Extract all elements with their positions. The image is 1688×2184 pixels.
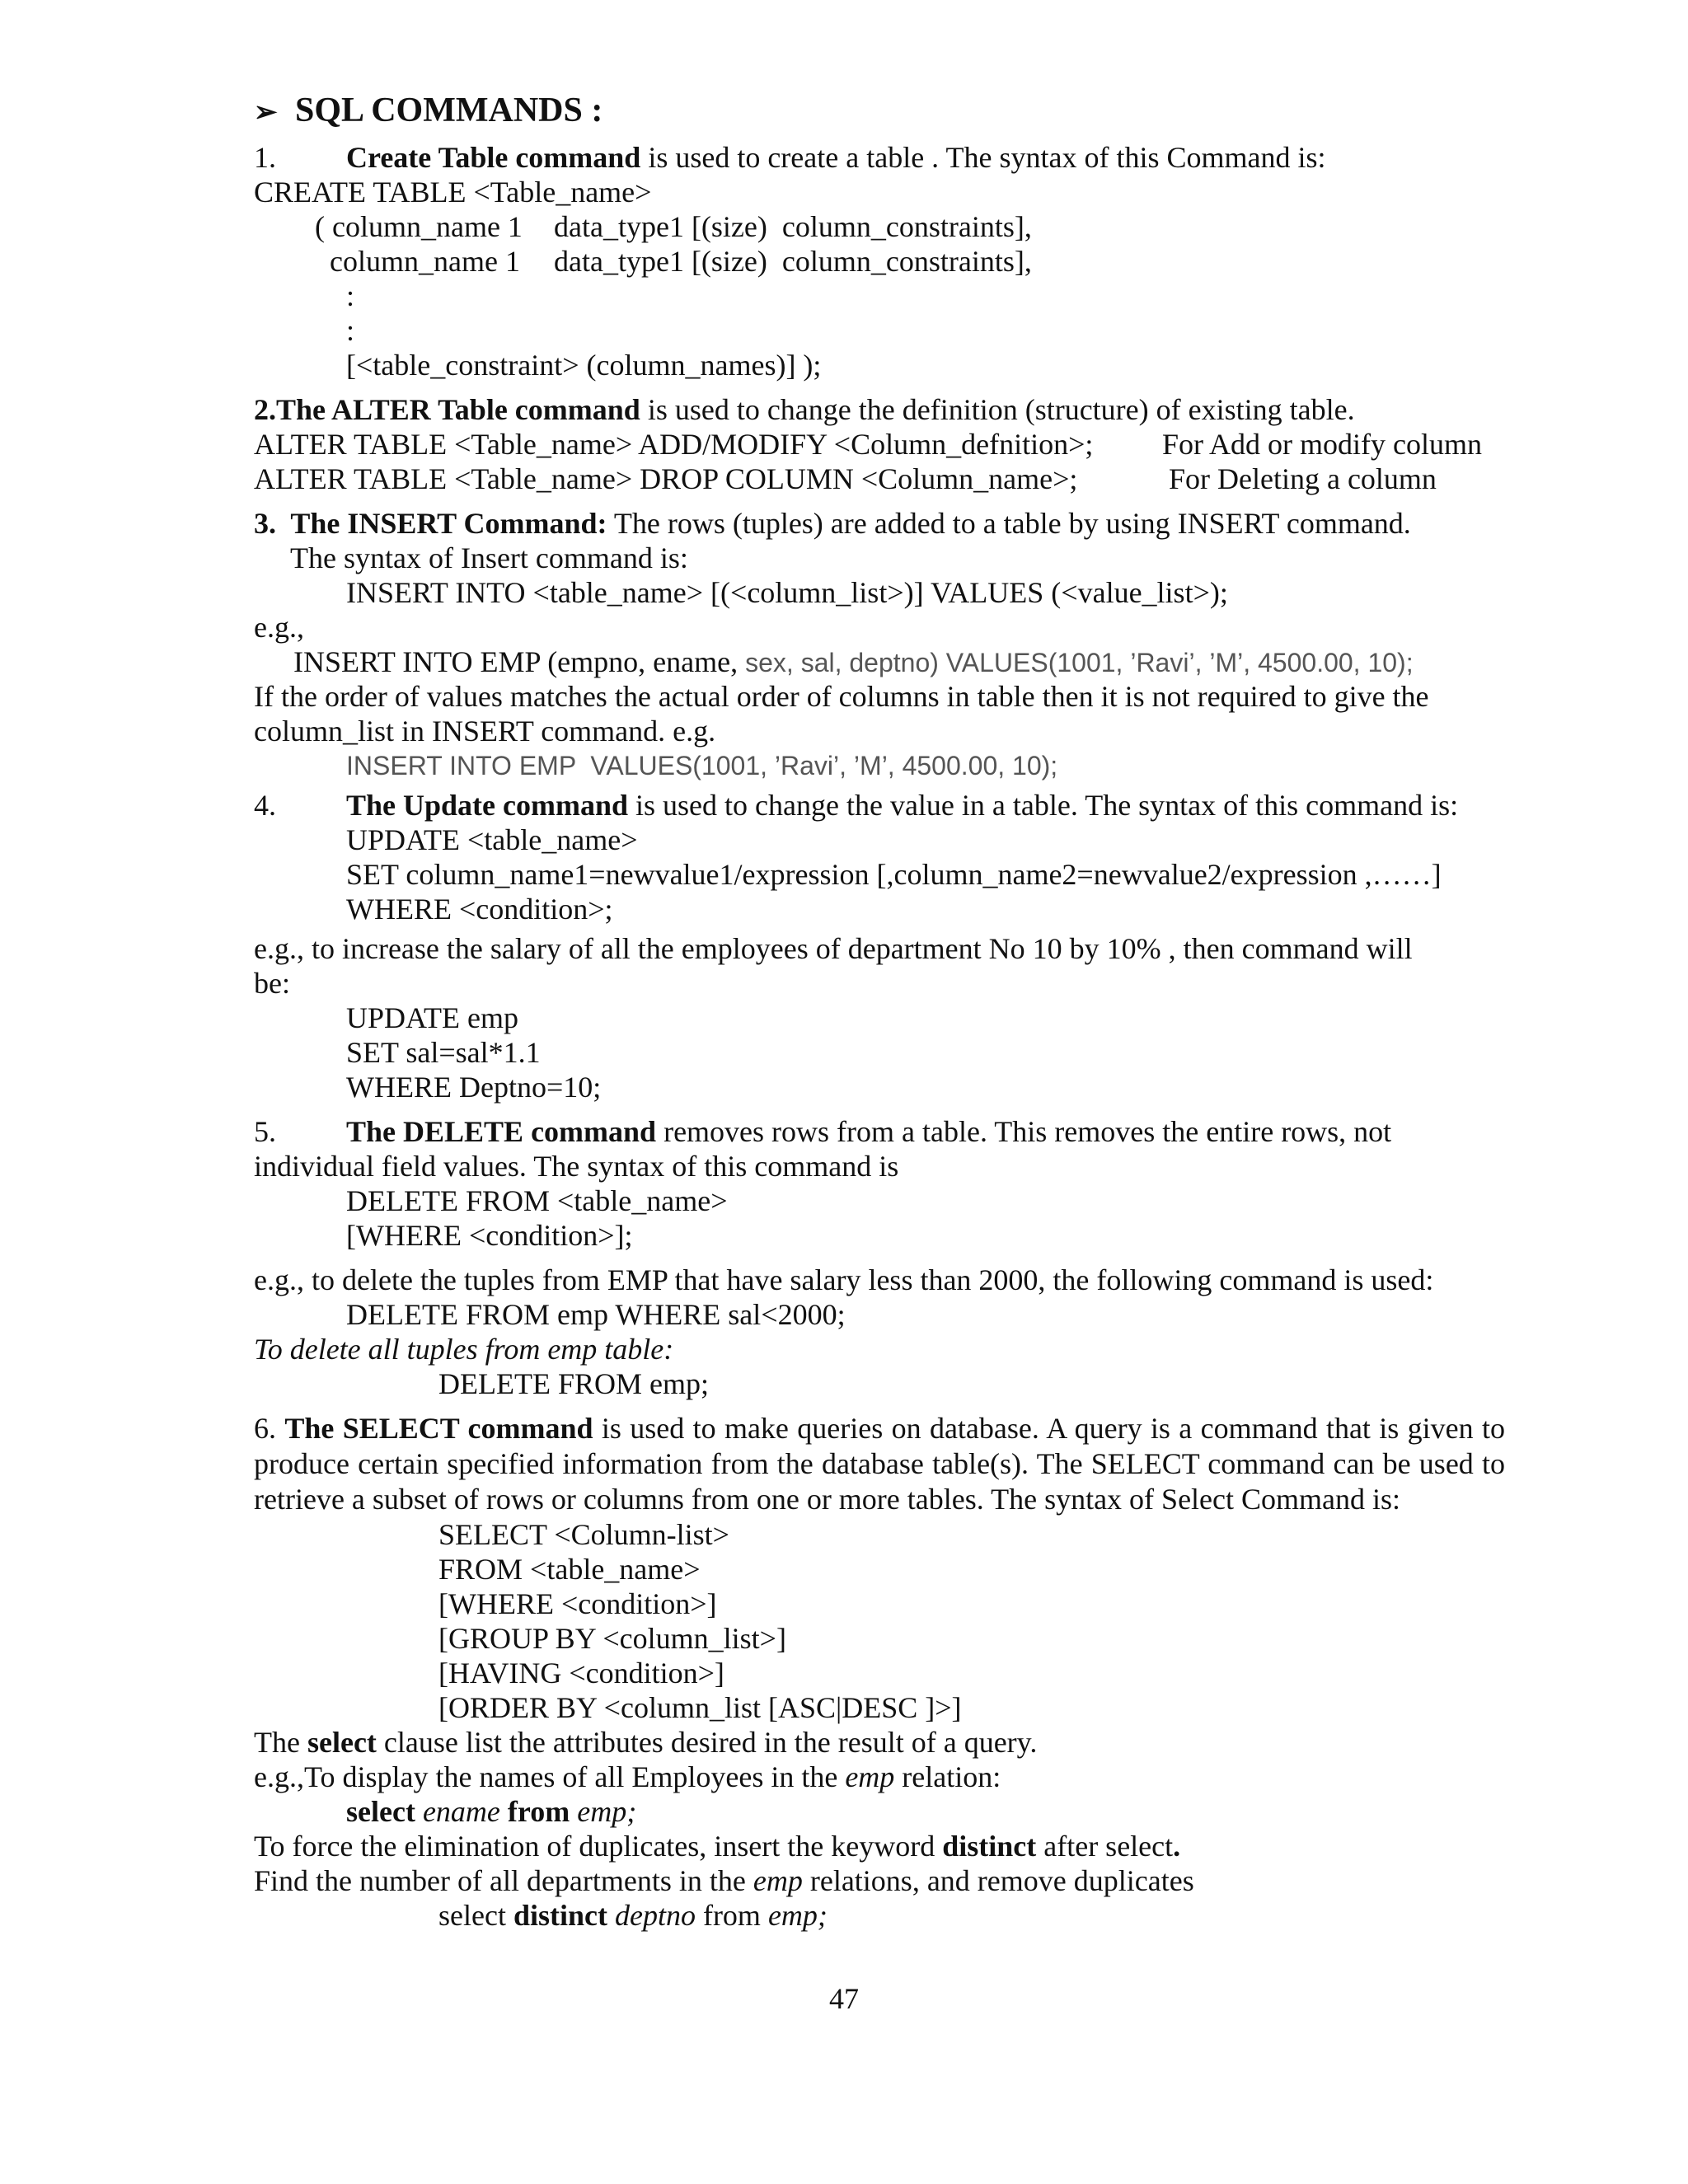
select-syntax-line: SELECT <Column-list>: [438, 1518, 729, 1551]
section-5-intro: 5. The DELETE command removes rows from a table. This removes the entire rows, not: [254, 1115, 1392, 1148]
alter-add-note: For Add or modify column: [1162, 428, 1482, 461]
create-table-syntax-line: [<table_constraint> (column_names)] );: [346, 349, 822, 382]
create-table-syntax-line: CREATE TABLE <Table_name>: [254, 176, 652, 209]
update-example-line: SET sal=sal*1.1: [346, 1036, 541, 1069]
section-4-intro: 4. The Update command is used to change the value in a table. The syntax of this command is:: [254, 789, 1459, 822]
insert-syntax-label: The syntax of Insert command is:: [290, 541, 688, 574]
delete-all-label: To delete all tuples from emp table:: [254, 1333, 674, 1366]
create-table-syntax-line: :: [346, 314, 355, 347]
update-syntax-line: WHERE <condition>;: [346, 893, 613, 926]
update-example-text: e.g., to increase the salary of all the employees of department No 10 by 10% , then command will: [254, 932, 1413, 965]
insert-example-1: INSERT INTO EMP (empno, ename, sex, sal, deptno) VALUES(1001, ’Ravi’, ’M’, 4500.00, 10);: [293, 645, 1414, 678]
select-syntax-line: [HAVING <condition>]: [438, 1657, 724, 1690]
delete-syntax-line: DELETE FROM <table_name>: [346, 1184, 728, 1217]
distinct-text: To force the elimination of duplicates, insert the keyword distinct after select.: [254, 1830, 1181, 1863]
select-example-query: select ename from emp;: [346, 1795, 637, 1828]
create-table-syntax-line: :: [346, 279, 355, 312]
section-2-intro: 2.The ALTER Table command is used to change the definition (structure) of existing table.: [254, 393, 1355, 426]
document-page: [254, 91, 1507, 1933]
update-example-line: UPDATE emp: [346, 1001, 518, 1034]
alter-drop-note: For Deleting a column: [1169, 462, 1437, 495]
section-3-intro: 3. The INSERT Command: The rows (tuples) are added to a table by using INSERT command.: [254, 507, 1411, 540]
section-1-intro: 1. Create Table command is used to create a table . The syntax of this Command is:: [254, 141, 1326, 174]
distinct-example-text: Find the number of all departments in the emp relations, and remove duplicates: [254, 1864, 1194, 1897]
distinct-example-query: select distinct deptno from emp;: [438, 1899, 828, 1932]
select-clause-text: The select clause list the attributes desired in the result of a query.: [254, 1726, 1038, 1759]
create-table-syntax-line: column_name 1 data_type1 [(size) column_constraints],: [330, 245, 1032, 278]
section-6-intro: 6. The SELECT command is used to make queries on database. A query is a command that is given to produce certain specified information from the database table(s). The SELECT command can be used to retrieve a subset of rows or columns from one or more tables. The syntax of Select Command is:: [254, 1412, 1506, 1516]
select-syntax-line: [GROUP BY <column_list>]: [438, 1622, 786, 1655]
delete-example-1: DELETE FROM emp WHERE sal<2000;: [346, 1298, 846, 1331]
example-label: e.g.,: [254, 611, 304, 644]
update-example-line: WHERE Deptno=10;: [346, 1071, 602, 1104]
insert-note-line-2: column_list in INSERT command. e.g.: [254, 715, 716, 748]
insert-syntax: INSERT INTO <table_name> [(<column_list>)] VALUES (<value_list>);: [346, 576, 1228, 609]
page-number: 47: [829, 1982, 859, 2015]
alter-add-syntax: ALTER TABLE <Table_name> ADD/MODIFY <Column_defnition>; For Add or modify column: [254, 428, 1482, 461]
update-example-text: be:: [254, 967, 290, 1000]
page-title: ➢ SQL COMMANDS :: [254, 91, 1507, 140]
delete-syntax-line: [WHERE <condition>];: [346, 1219, 633, 1252]
section-5-intro-cont: individual field values. The syntax of this command is: [254, 1150, 899, 1183]
insert-example-2: INSERT INTO EMP VALUES(1001, ’Ravi’, ’M’, 4500.00, 10);: [346, 751, 1058, 780]
create-table-syntax-line: ( column_name 1 data_type1 [(size) column_constraints],: [315, 210, 1032, 243]
select-example-text: e.g.,To display the names of all Employees in the emp relation:: [254, 1760, 1001, 1793]
select-syntax-line: FROM <table_name>: [438, 1553, 701, 1586]
select-syntax-line: [WHERE <condition>]: [438, 1587, 717, 1620]
update-syntax-line: UPDATE <table_name>: [346, 823, 638, 856]
arrow-bullet-icon: ➢: [254, 97, 278, 128]
delete-example-text: e.g., to delete the tuples from EMP that have salary less than 2000, the following command is used:: [254, 1263, 1434, 1296]
select-syntax-line: [ORDER BY <column_list [ASC|DESC ]>]: [438, 1691, 962, 1724]
update-syntax-line: SET column_name1=newvalue1/expression [,column_name2=newvalue2/expression ,……]: [346, 858, 1442, 891]
insert-note-line-1: If the order of values matches the actual order of columns in table then it is not required to give the: [254, 680, 1429, 713]
delete-example-2: DELETE FROM emp;: [438, 1367, 709, 1400]
alter-drop-syntax: ALTER TABLE <Table_name> DROP COLUMN <Column_name>; For Deleting a column: [254, 462, 1437, 495]
